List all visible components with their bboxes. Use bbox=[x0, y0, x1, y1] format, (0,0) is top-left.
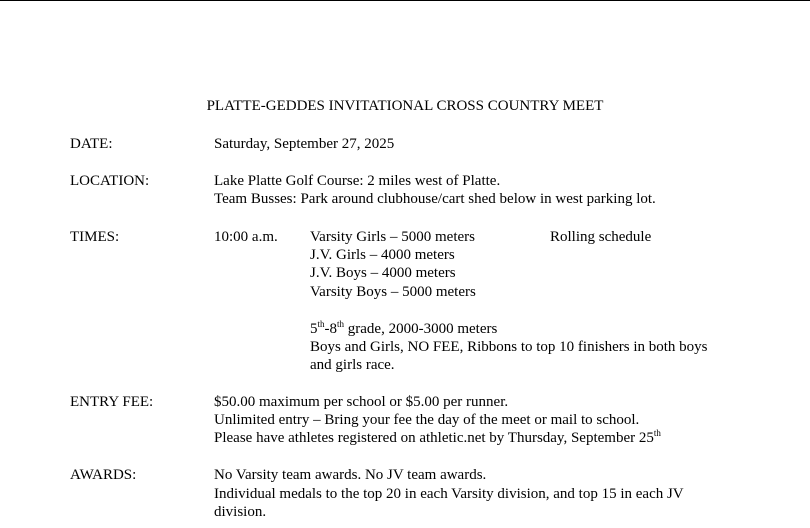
awards-line-2: Individual medals to the top 20 in each Varsity division, and top 15 in each JV bbox=[214, 486, 684, 502]
registration-deadline-text: Please have athletes registered on athletic.net by Thursday, September 25 bbox=[214, 430, 654, 446]
entry-fee-line-3 bbox=[214, 429, 661, 447]
rolling-schedule-note: Rolling schedule bbox=[550, 229, 652, 245]
location-line-1: Lake Platte Golf Course: 2 miles west of Platte. bbox=[214, 173, 501, 189]
location-label: LOCATION: bbox=[70, 173, 150, 189]
race-varsity-boys: Varsity Boys – 5000 meters bbox=[310, 284, 476, 300]
document-title: PLATTE-GEDDES INVITATIONAL CROSS COUNTRY MEET bbox=[206, 98, 604, 114]
registration-deadline-sup: th bbox=[653, 428, 661, 438]
entry-fee-line-2: Unlimited entry – Bring your fee the day of the meet or mail to school. bbox=[214, 412, 640, 428]
awards-line-1: No Varsity team awards. No JV team awards. bbox=[214, 467, 487, 483]
location-line-2: Team Busses: Park around clubhouse/cart shed below in west parking lot. bbox=[214, 191, 656, 207]
grade-end-sup: th bbox=[337, 319, 345, 329]
grade-sep: -8 bbox=[324, 321, 338, 337]
middle-school-line-2: Boys and Girls, NO FEE, Ribbons to top 10 finishers in both boys bbox=[310, 339, 708, 355]
page-top-border bbox=[0, 0, 810, 1]
awards-label: AWARDS: bbox=[70, 467, 137, 483]
entry-fee-label: ENTRY FEE: bbox=[70, 394, 154, 410]
race-jv-boys: J.V. Boys – 4000 meters bbox=[310, 265, 456, 281]
times-label: TIMES: bbox=[70, 229, 120, 245]
race-varsity-girls: Varsity Girls – 5000 meters bbox=[310, 229, 475, 245]
grade-start: 5 bbox=[310, 321, 318, 337]
middle-school-grade-line bbox=[310, 320, 497, 338]
date-value: Saturday, September 27, 2025 bbox=[214, 136, 395, 152]
middle-school-line-3: and girls race. bbox=[310, 357, 395, 373]
grade-start-sup: th bbox=[317, 319, 325, 329]
start-time: 10:00 a.m. bbox=[214, 229, 278, 245]
grade-rest: grade, 2000-3000 meters bbox=[344, 321, 498, 337]
date-label: DATE: bbox=[70, 136, 113, 152]
entry-fee-line-1: $50.00 maximum per school or $5.00 per runner. bbox=[214, 394, 509, 410]
race-jv-girls: J.V. Girls – 4000 meters bbox=[310, 247, 455, 263]
awards-line-3: division. bbox=[214, 504, 267, 520]
